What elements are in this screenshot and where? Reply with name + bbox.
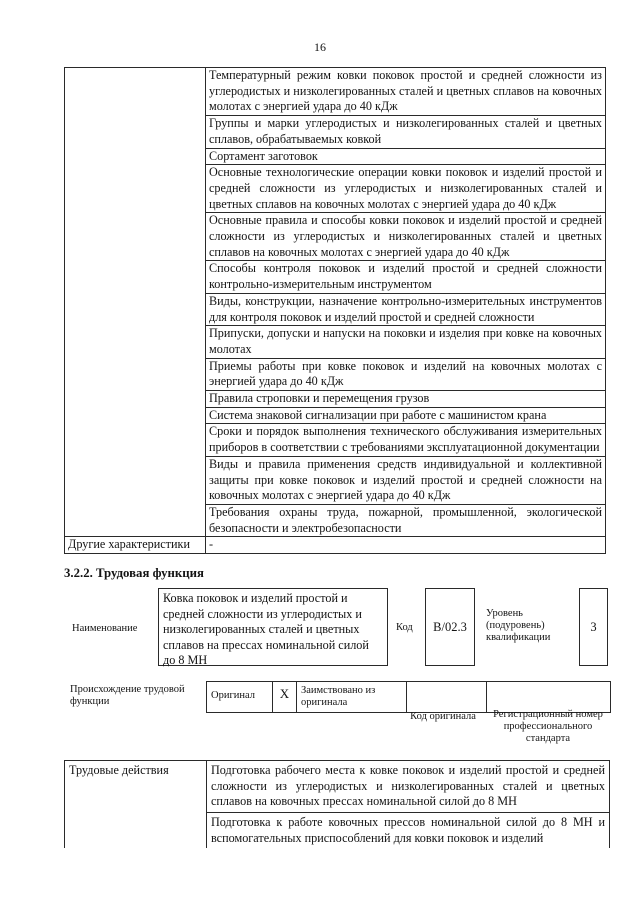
knowledge-item: Виды, конструкции, назначение контрольно-измерительных инструментов для контроля поковок и изделий простой и средней сложности [206,293,606,325]
table-row [65,504,606,536]
knowledge-item: Правила строповки и перемещения грузов [206,391,606,408]
code-original-label: Код оригинала [410,711,476,722]
labor-actions-label: Трудовые действия [65,761,207,813]
label-cell-empty [65,148,206,165]
knowledge-item: Припуски, допуски и напуски на поковки и изделия при ковке на ковочных молотах [206,326,606,358]
table-row [65,68,606,116]
original-label: Оригинал [207,682,273,713]
function-code-box: B/02.3 [425,588,475,666]
label-cell-empty [65,424,206,456]
label-cell-empty [65,504,206,536]
labor-action-1: Подготовка рабочего места к ковке поковок и изделий простой и средней сложности из углеродистых и низколегированных сталей и цветных сплавов на ковочных прессах номинальной силой до 8 МН [207,761,610,813]
page-number: 16 [314,40,326,54]
knowledge-item: Сроки и порядок выполнения технического обслуживания измерительных приборов в соответствии с требованиями эксплуатационной документации [206,424,606,456]
origin-label: Происхождение трудовой функции [70,684,185,707]
qualification-level-box: 3 [579,588,608,666]
knowledge-item: Система знаковой сигнализации при работе с машинистом крана [206,407,606,424]
table-row [65,407,606,424]
function-name-box: Ковка поковок и изделий простой и средней сложности из углеродистых и низколегированных сталей и цветных сплавов на прессах номинальной силой до 8 МН [158,588,388,666]
name-label: Наименование [72,623,138,634]
knowledge-item: Сортамент заготовок [206,148,606,165]
reg-number-cell [487,682,611,713]
label-cell-empty [65,813,207,849]
section-title: 3.2.2. Трудовая функция [64,566,204,580]
table-row [65,148,606,165]
table-row [65,261,606,293]
reg-number-label: Регистрационный номер профессионального стандарта [493,709,603,744]
label-cell-empty [65,261,206,293]
labor-action-2: Подготовка к работе ковочных прессов номинальной силой до 8 МН и вспомогательных приспособлений для ковки поковок и изделий [207,813,610,849]
knowledge-item: Основные технологические операции ковки поковок и изделий простой и средней сложности из углеродистых и низколегированных сталей и цветных сплавов на ковочных молотах с энергией удара до 40 кДж [206,165,606,213]
level-label: Уровень (подуровень) квалификации [486,608,551,643]
other-characteristics-label: Другие характеристики [65,537,206,554]
knowledge-item: Приемы работы при ковке поковок и изделий на ковочных молотах с энергией удара до 40 кДж [206,358,606,390]
code-original-cell [407,682,487,713]
table-row [65,326,606,358]
table-row [65,391,606,408]
labor-actions-table [64,760,610,848]
table-row [65,213,606,261]
label-cell-empty [65,213,206,261]
table-row [65,293,606,325]
label-cell-empty [65,68,206,116]
label-cell-empty [65,326,206,358]
original-mark: X [273,682,297,713]
label-cell-empty [65,165,206,213]
table-row [65,358,606,390]
code-label: Код [396,622,413,633]
label-cell-empty [65,391,206,408]
label-cell-empty [65,358,206,390]
knowledge-table [64,67,606,554]
table-row [65,116,606,148]
table-row [65,165,606,213]
borrowed-label: Заимствовано из оригинала [297,682,407,713]
knowledge-item: Виды и правила применения средств индивидуальной и коллективной защиты при ковке поковок и изделий простой и средней сложности на ковочных молотах с энергией удара до 40 кДж [206,456,606,504]
table-row [65,424,606,456]
other-characteristics-value: - [206,537,606,554]
label-cell-empty [65,116,206,148]
knowledge-item: Группы и марки углеродистых и низколегированных сталей и цветных сплавов, обрабатываемых ковкой [206,116,606,148]
knowledge-item: Температурный режим ковки поковок простой и средней сложности из углеродистых и низколегированных сталей и цветных сплавов на ковочных молотах с энергией удара до 40 кДж [206,68,606,116]
table-row [65,813,610,849]
label-cell-empty [65,456,206,504]
label-cell-empty [65,293,206,325]
knowledge-item: Способы контроля поковок и изделий простой и средней сложности контрольно-измерительным инструментом [206,261,606,293]
knowledge-item: Основные правила и способы ковки поковок и изделий простой и средней сложности из углеродистых и низколегированных сталей и цветных сплавов на ковочных молотах с энергией удара до 40 кДж [206,213,606,261]
table-row [65,761,610,813]
table-row [65,456,606,504]
table-row [65,537,606,554]
label-cell-empty [65,407,206,424]
knowledge-item: Требования охраны труда, пожарной, промышленной, экологической безопасности и электробезопасности [206,504,606,536]
